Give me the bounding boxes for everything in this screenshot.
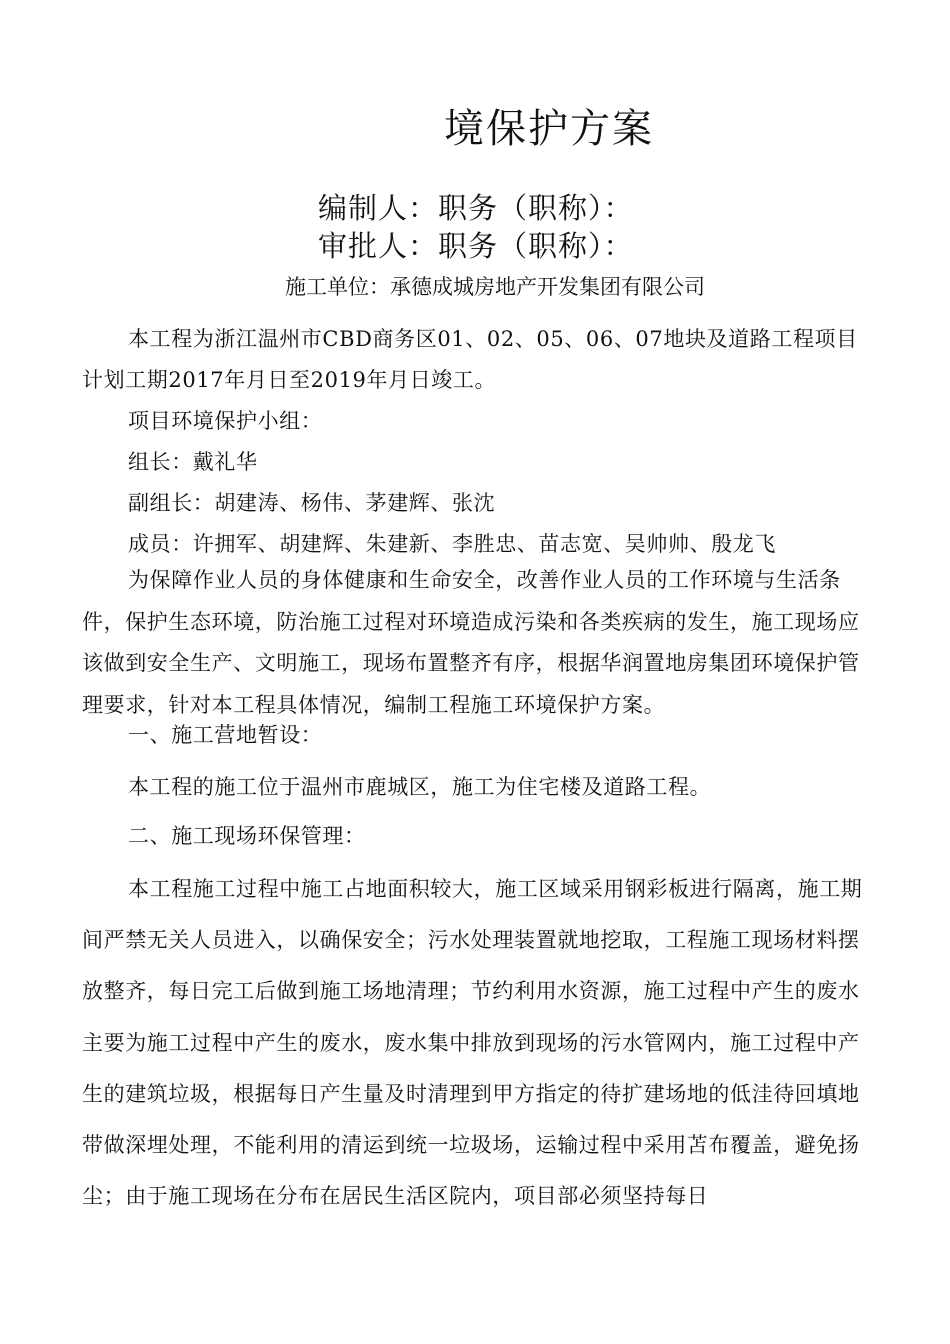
group-title: 项目环境保护小组： — [128, 409, 323, 433]
approver-line: 审批人：职务（职称）： — [318, 229, 634, 263]
intro-paragraph: 本工程为浙江温州市CBD商务区01、02、05、06、07地块及道路工程项目计划工期2017年月日至2019年月日竣工。 — [82, 327, 858, 392]
construction-unit: 施工单位：承德成城房地产开发集团有限公司 — [285, 275, 705, 299]
group-deputy: 副组长：胡建涛、杨伟、茅建辉、张沈 — [128, 491, 496, 515]
section-2-block — [82, 864, 870, 1222]
section-1-text: 本工程的施工位于温州市鹿城区，施工为住宅楼及道路工程。 — [128, 775, 712, 799]
intro-block — [82, 319, 870, 565]
section-2-paragraph: 本工程施工过程中施工占地面积较大，施工区域采用钢彩板进行隔离，施工期间严禁无关人员进入，以确保安全；污水处理装置就地挖取，工程施工现场材料摆放整齐，每日完工后做到施工场地清理；节约利用水资源，施工过程中产生的废水主要为施工过程中产生的废水，废水集中排放到现场的污水管网内，施工过程中产生的建筑垃圾，根据每日产生量及时清理到甲方指定的待扩建场地的低洼待回填地带做深埋处理，不能利用的清运到统一垃圾场，运输过程中采用苫布覆盖，避免扬尘；由于施工现场在分布在居民生活区院内，项目部必须坚持每日 — [82, 877, 863, 1209]
group-leader: 组长：戴礼华 — [128, 450, 258, 474]
purpose-paragraph: 为保障作业人员的身体健康和生命安全，改善作业人员的工作环境与生活条件，保护生态环境，防治施工过程对环境造成污染和各类疾病的发生，施工现场应该做到安全生产、文明施工，现场布置整齐有序，根据华润置地房集团环境保护管理要求，针对本工程具体情况，编制工程施工环境保护方案。 — [82, 568, 860, 717]
section-1-heading: 一、施工营地暂设： — [128, 723, 323, 747]
purpose-block — [82, 560, 870, 726]
document-title: 境保护方案 — [444, 106, 654, 152]
compiler-line: 编制人：职务（职称）： — [318, 191, 634, 225]
section-2-heading: 二、施工现场环保管理： — [128, 824, 366, 848]
group-members: 成员：许拥军、胡建辉、朱建新、李胜忠、苗志宽、吴帅帅、殷龙飞 — [128, 532, 776, 556]
